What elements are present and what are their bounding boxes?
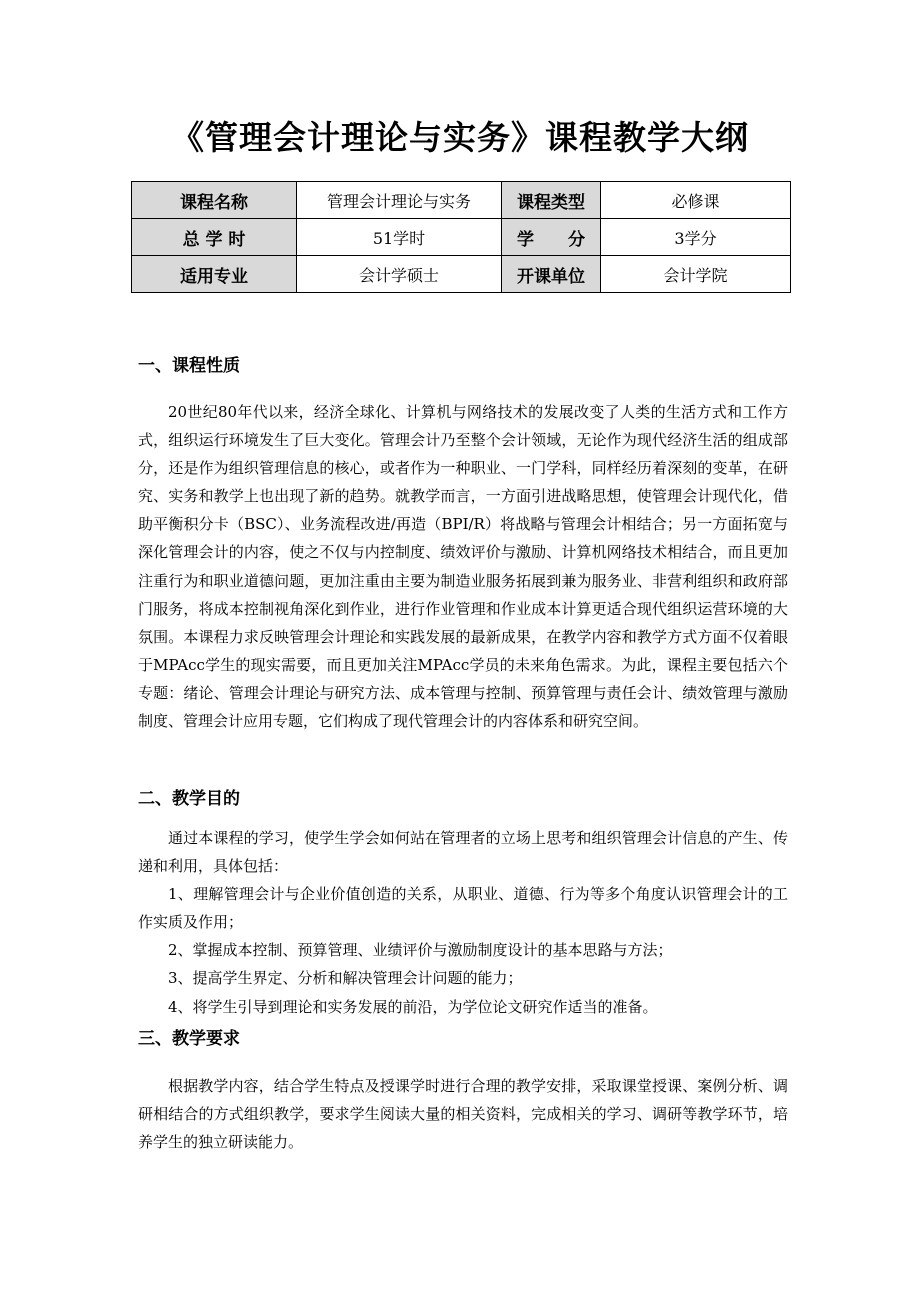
course-nature-paragraph: 20世纪80年代以来，经济全球化、计算机与网络技术的发展改变了人类的生活方式和工作方式，组织运行环境发生了巨大变化。管理会计乃至整个会计领域，无论作为现代经济生活的组成部分，还是作为组织管理信息的核心，或者作为一种职业、一门学科，同样经历着深刻的变革，在研究、实务和教学上也出现了新的趋势。就教学而言，一方面引进战略思想，使管理会计现代化，借助平衡积分卡（BSC）、业务流程改进/再造（BPI/R）将战略与管理会计相结合；另一方面拓宽与深化管理会计的内容，使之不仅与内控制度、绩效评价与激励、计算机网络技术相结合，而且更加注重行为和职业道德问题，更加注重由主要为制造业服务拓展到兼为服务业、非营利组织和政府部门服务，将成本控制视角深化到作业，进行作业管理和作业成本计算更适合现代组织运营环境的大氛围。本课程力求反映管理会计理论和实践发展的最新成果，在教学内容和教学方式方面不仅着眼于MPAcc学生的现实需要，而且更加关注MPAcc学员的未来角色需求。为此，课程主要包括六个专题：绪论、管理会计理论与研究方法、成本管理与控制、预算管理与责任会计、绩效管理与激励制度、管理会计应用专题，它们构成了现代管理会计的内容体系和研究空间。 — [138, 403, 788, 731]
dept-label: 开课单位 — [502, 256, 601, 293]
course-name-label: 课程名称 — [132, 182, 297, 219]
section-heading-course-nature: 一、课程性质 — [138, 356, 240, 376]
list-item: 2、掌握成本控制、预算管理、业绩评价与激励制度设计的基本思路与方法； — [168, 941, 673, 960]
credits-label: 学 分 — [502, 219, 601, 256]
document-title: 《管理会计理论与实务》课程教学大纲 — [171, 118, 749, 157]
course-type-label: 课程类型 — [502, 182, 601, 219]
hours-label: 总 学 时 — [132, 219, 297, 256]
table-row — [132, 256, 791, 293]
section-heading-teaching-requirements: 三、教学要求 — [138, 1029, 240, 1049]
credits-value: 3学分 — [601, 219, 791, 256]
teaching-requirements-paragraph: 根据教学内容，结合学生特点及授课学时进行合理的教学安排，采取课堂授课、案例分析、调研相结合的方式组织教学，要求学生阅读大量的相关资料，完成相关的学习、调研等教学环节，培养学生的独立研读能力。 — [138, 1077, 788, 1152]
hours-value: 51学时 — [297, 219, 502, 256]
course-info-table — [131, 181, 791, 293]
dept-value: 会计学院 — [601, 256, 791, 293]
list-item: 4、将学生引导到理论和实务发展的前沿，为学位论文研究作适当的准备。 — [168, 997, 658, 1016]
list-item: 3、提高学生界定、分析和解决管理会计问题的能力； — [168, 969, 523, 988]
major-label: 适用专业 — [132, 256, 297, 293]
teaching-purpose-intro: 通过本课程的学习，使学生学会如何站在管理者的立场上思考和组织管理会计信息的产生、传递和利用，具体包括： — [138, 829, 788, 876]
list-item: 1、理解管理会计与企业价值创造的关系，从职业、道德、行为等多个角度认识管理会计的工作实质及作用； — [138, 885, 788, 932]
course-type-value: 必修课 — [601, 182, 791, 219]
course-name-value: 管理会计理论与实务 — [297, 182, 502, 219]
teaching-purpose-block — [138, 824, 788, 1021]
table-row — [132, 182, 791, 219]
section-heading-teaching-purpose: 二、教学目的 — [138, 789, 240, 809]
major-value: 会计学硕士 — [297, 256, 502, 293]
table-row — [132, 219, 791, 256]
